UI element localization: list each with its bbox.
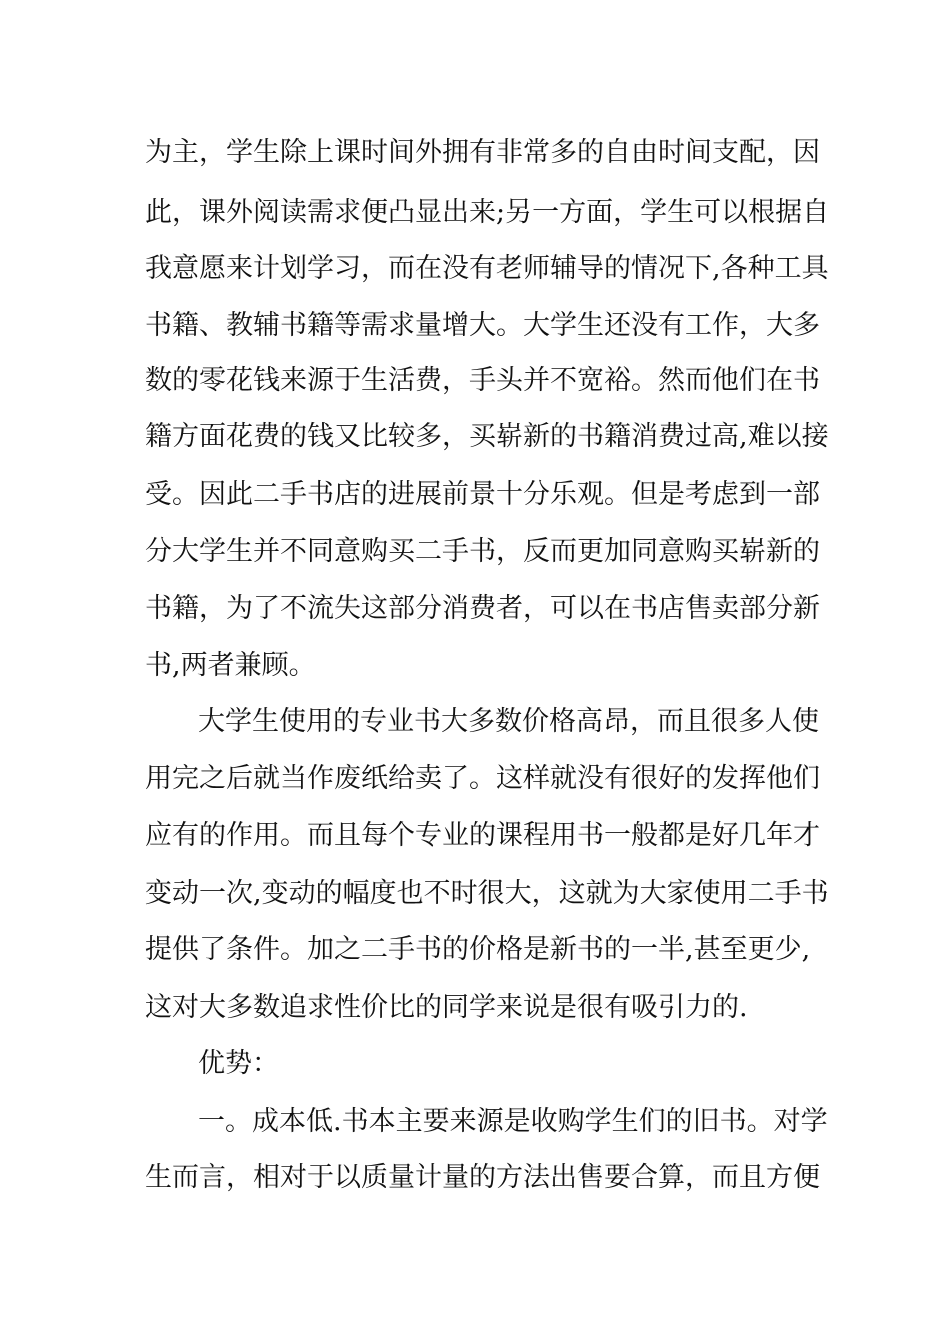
text-line: 提供了条件。加之二手书的价格是新书的一半,甚至更少,: [145, 934, 811, 965]
text-line: 分大学生并不同意购买二手书，反而更加同意购买崭新的: [145, 536, 820, 567]
text-line: 书籍、教辅书籍等需求量增大。大学生还没有工作，大多: [145, 310, 820, 341]
text-line: 数的零花钱来源于生活费，手头并不宽裕。然而他们在书: [145, 365, 820, 396]
paragraph-first-line: 大学生使用的专业书大多数价格高昂，而且很多人使: [198, 706, 819, 737]
text-line: 应有的作用。而且每个专业的课程用书一般都是好几年才: [145, 820, 820, 851]
text-line: 此，课外阅读需求便凸显出来;另一方面，学生可以根据自: [145, 197, 830, 228]
paragraph-first-line: 一。成本低.书本主要来源是收购学生们的旧书。对学: [198, 1106, 828, 1137]
text-line: 我意愿来计划学习，而在没有老师辅导的情况下,各种工具: [145, 253, 829, 284]
text-line: 用完之后就当作废纸给卖了。这样就没有很好的发挥他们: [145, 763, 820, 794]
text-line: 受。因此二手书店的进展前景十分乐观。但是考虑到一部: [145, 479, 820, 510]
text-line: 生而言，相对于以质量计量的方法出售要合算，而且方便: [145, 1162, 820, 1193]
text-line: 书,两者兼顾。: [145, 650, 316, 681]
text-line: 这对大多数追求性价比的同学来说是很有吸引力的.: [145, 992, 748, 1023]
text-line: 为主，学生除上课时间外拥有非常多的自由时间支配，因: [145, 137, 820, 168]
text-line: 书籍，为了不流失这部分消费者，可以在书店售卖部分新: [145, 593, 820, 624]
section-heading: 优势：: [198, 1048, 279, 1079]
text-line: 籍方面花费的钱又比较多，买崭新的书籍消费过高,难以接: [145, 421, 829, 452]
text-line: 变动一次,变动的幅度也不时很大，这就为大家使用二手书: [145, 878, 829, 909]
